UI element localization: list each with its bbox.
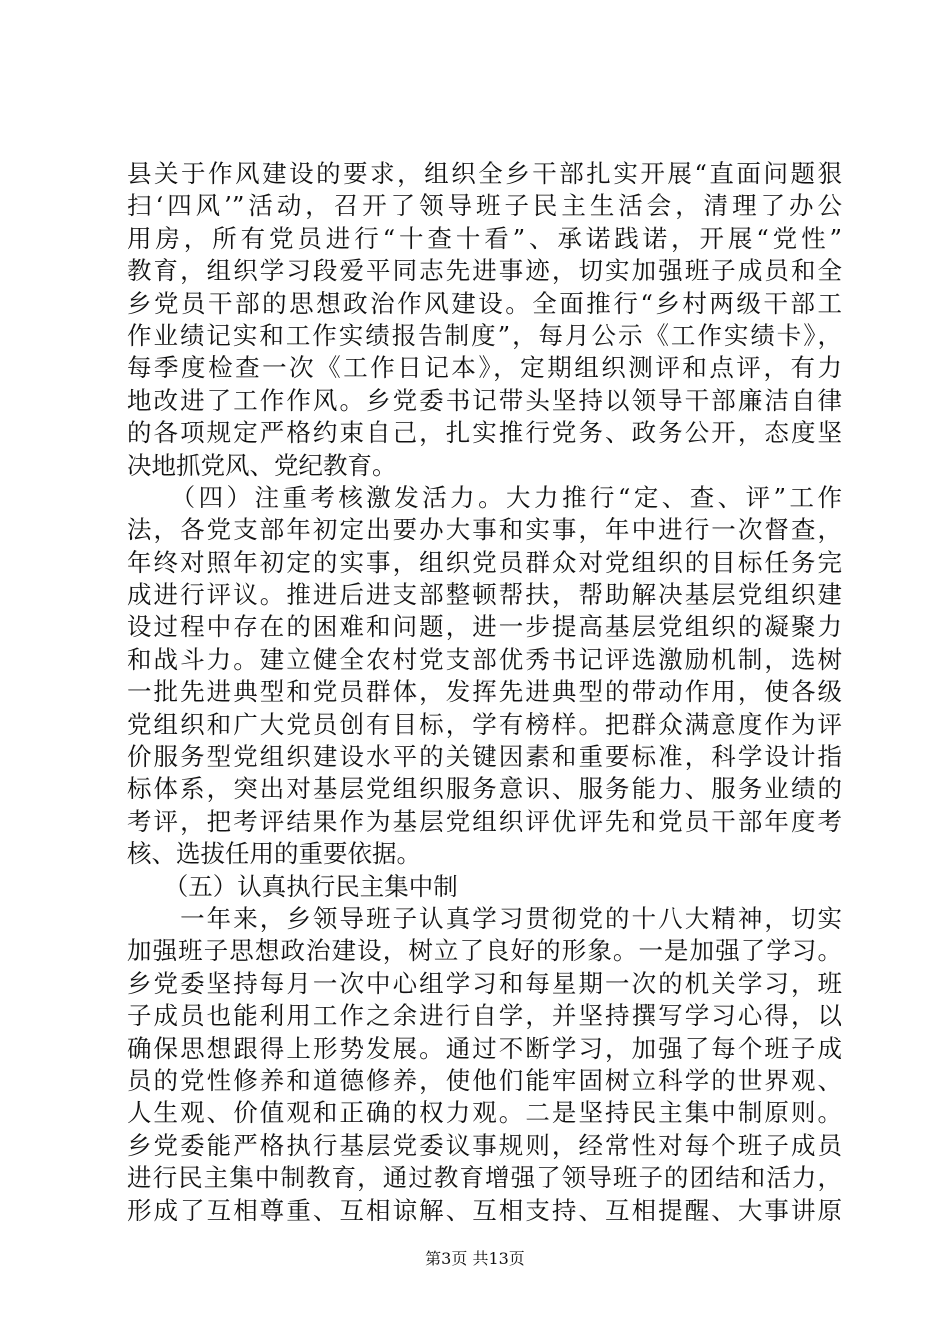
- text-line: 确保思想跟得上形势发展。通过不断学习，加强了每个班子成: [127, 1033, 842, 1063]
- text-line: 人生观、价值观和正确的权力观。二是坚持民主集中制原则。: [127, 1098, 842, 1128]
- text-line: 扫‘四风’”活动，召开了领导班子民主生活会，清理了办公: [127, 191, 842, 221]
- text-line: 用房，所有党员进行“十查十看”、承诺践诺，开展“党性”: [127, 223, 842, 253]
- text-line: （四）注重考核激发活力。大力推行“定、查、评”工作: [127, 482, 842, 512]
- text-line: 价服务型党组织建设水平的关键因素和重要标准，科学设计指: [127, 742, 842, 772]
- text-line: 乡党委坚持每月一次中心组学习和每星期一次的机关学习，班: [127, 968, 842, 998]
- text-line: 设过程中存在的困难和问题，进一步提高基层党组织的凝聚力: [127, 612, 842, 642]
- text-line: 一年来，乡领导班子认真学习贯彻党的十八大精神，切实: [127, 903, 842, 933]
- text-line: 和战斗力。建立健全农村党支部优秀书记评选激励机制，选树: [127, 644, 842, 674]
- text-line: 核、选拔任用的重要依据。: [127, 839, 421, 869]
- text-line: 员的党性修养和道德修养，使他们能牢固树立科学的世界观、: [127, 1065, 842, 1095]
- body-text: [127, 158, 842, 1227]
- text-line: 作业绩记实和工作实绩报告制度”，每月公示《工作实绩卡》，: [127, 320, 842, 350]
- text-line: 加强班子思想政治建设，树立了良好的形象。一是加强了学习。: [127, 936, 842, 966]
- text-line: 乡党委能严格执行基层党委议事规则，经常性对每个班子成员: [127, 1130, 842, 1160]
- text-line: 考评，把考评结果作为基层党组织评优评先和党员干部年度考: [127, 806, 842, 836]
- text-line: 地改进了工作作风。乡党委书记带头坚持以领导干部廉洁自律: [127, 385, 842, 415]
- text-line: 子成员也能利用工作之余进行自学，并坚持撰写学习心得，以: [127, 1001, 842, 1031]
- text-line: 教育，组织学习段爱平同志先进事迹，切实加强班子成员和全: [127, 256, 842, 286]
- text-line: 决地抓党风、党纪教育。: [127, 450, 397, 480]
- text-line: 县关于作风建设的要求，组织全乡干部扎实开展“直面问题狠: [127, 159, 842, 188]
- text-line: 成进行评议。推进后进支部整顿帮扶，帮助解决基层党组织建: [127, 580, 842, 610]
- text-line: 标体系，突出对基层党组织服务意识、服务能力、服务业绩的: [127, 774, 842, 804]
- text-line: 每季度检查一次《工作日记本》，定期组织测评和点评，有力: [127, 353, 842, 383]
- page-footer: 第3页 共13页: [425, 1249, 525, 1268]
- text-line: 党组织和广大党员创有目标，学有榜样。把群众满意度作为评: [127, 709, 842, 739]
- text-line: （五）认真执行民主集中制: [127, 871, 458, 901]
- text-line: 的各项规定严格约束自己，扎实推行党务、政务公开，态度坚: [127, 418, 842, 448]
- text-line: 年终对照年初定的实事，组织党员群众对党组织的目标任务完: [127, 547, 842, 577]
- text-line: 形成了互相尊重、互相谅解、互相支持、互相提醒、大事讲原: [127, 1195, 842, 1225]
- text-line: 法，各党支部年初定出要办大事和实事，年中进行一次督查，: [127, 515, 842, 545]
- text-line: 进行民主集中制教育，通过教育增强了领导班子的团结和活力，: [127, 1163, 842, 1193]
- text-line: 一批先进典型和党员群体，发挥先进典型的带动作用，使各级: [127, 677, 842, 707]
- text-line: 乡党员干部的思想政治作风建设。全面推行“乡村两级干部工: [127, 288, 842, 318]
